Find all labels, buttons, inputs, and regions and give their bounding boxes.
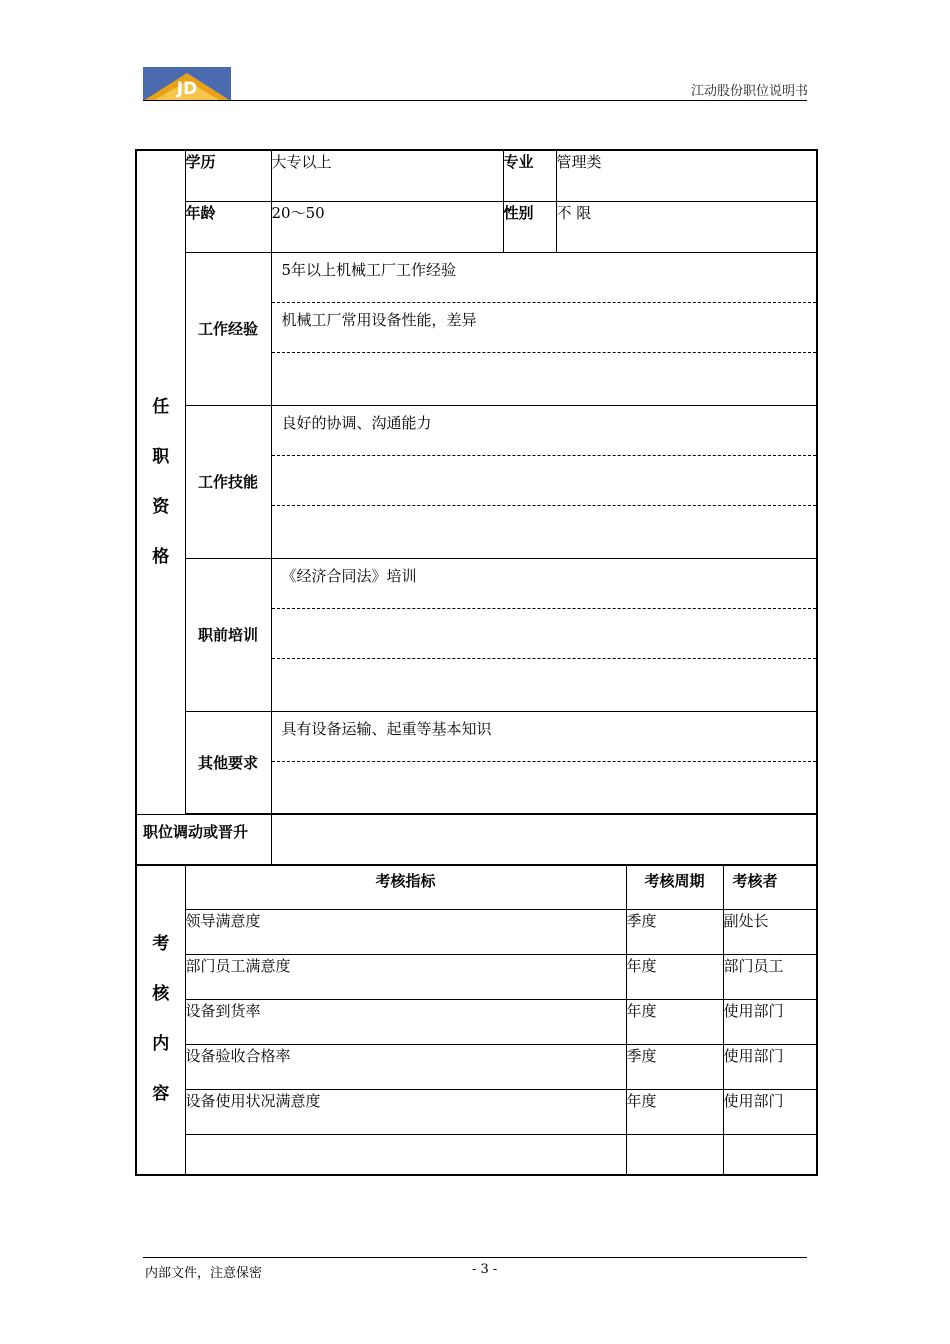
confidential-note: 内部文件，注意保密: [145, 1266, 263, 1281]
other-requirements-lines: [271, 711, 817, 813]
other-requirements-line: [272, 762, 817, 812]
assessor-cell: 部门员工: [723, 955, 817, 1000]
header-divider: [143, 100, 807, 101]
qualifications-section-label: 任 职 资 格: [136, 150, 185, 814]
training-line: 《经济合同法》培训: [272, 559, 817, 609]
experience-line: 机械工厂常用设备性能，差异: [272, 303, 817, 353]
education-value: 大专以上: [271, 150, 503, 201]
assessor-cell: [723, 1135, 817, 1175]
other-requirements-line: 具有设备运输、起重等基本知识: [272, 712, 817, 762]
age-value: 20～50: [271, 201, 503, 252]
document-title: 江动股份职位说明书: [690, 84, 808, 99]
logo-text: JD: [176, 79, 198, 99]
assessor-cell: 使用部门: [723, 1045, 817, 1090]
period-cell: 季度: [626, 1045, 723, 1090]
indicator-cell: 设备到货率: [185, 1000, 626, 1045]
other-requirements-label: 其他要求: [185, 711, 271, 813]
skills-line: [272, 506, 817, 556]
skills-line: 良好的协调、沟通能力: [272, 406, 817, 456]
gender-label: 性别: [503, 201, 556, 252]
period-cell: 年度: [626, 955, 723, 1000]
indicator-cell: [185, 1135, 626, 1175]
indicator-header: 考核指标: [185, 865, 626, 910]
training-line: [272, 609, 817, 659]
assessor-header: 考核者: [723, 865, 817, 910]
assessment-section-label: 考 核 内 容: [136, 865, 185, 1175]
assessor-cell: 副处长: [723, 910, 817, 955]
indicator-cell: 设备验收合格率: [185, 1045, 626, 1090]
training-lines: [271, 558, 817, 711]
promotion-label: 职位调动或晋升: [136, 814, 271, 865]
period-cell: [626, 1135, 723, 1175]
experience-line: [272, 353, 817, 403]
experience-lines: [271, 252, 817, 405]
education-label: 学历: [185, 150, 271, 201]
skills-line: [272, 456, 817, 506]
major-label: 专业: [503, 150, 556, 201]
training-label: 职前培训: [185, 558, 271, 711]
experience-label: 工作经验: [185, 252, 271, 405]
page-number: - 3 -: [472, 1262, 498, 1277]
period-cell: 季度: [626, 910, 723, 955]
gender-value: 不 限: [556, 201, 817, 252]
promotion-value: [271, 814, 817, 865]
assessment-table: [135, 864, 818, 1176]
period-cell: 年度: [626, 1000, 723, 1045]
company-logo: [143, 67, 231, 101]
age-label: 年龄: [185, 201, 271, 252]
skills-lines: [271, 405, 817, 558]
footer-divider: [143, 1257, 807, 1258]
experience-line: 5年以上机械工厂工作经验: [272, 253, 817, 303]
indicator-cell: 领导满意度: [185, 910, 626, 955]
indicator-cell: 部门员工满意度: [185, 955, 626, 1000]
indicator-cell: 设备使用状况满意度: [185, 1090, 626, 1135]
period-header: 考核周期: [626, 865, 723, 910]
skills-label: 工作技能: [185, 405, 271, 558]
training-line: [272, 659, 817, 709]
assessor-cell: 使用部门: [723, 1090, 817, 1135]
assessor-cell: 使用部门: [723, 1000, 817, 1045]
major-value: 管理类: [556, 150, 817, 201]
qualifications-table: [135, 149, 818, 866]
period-cell: 年度: [626, 1090, 723, 1135]
